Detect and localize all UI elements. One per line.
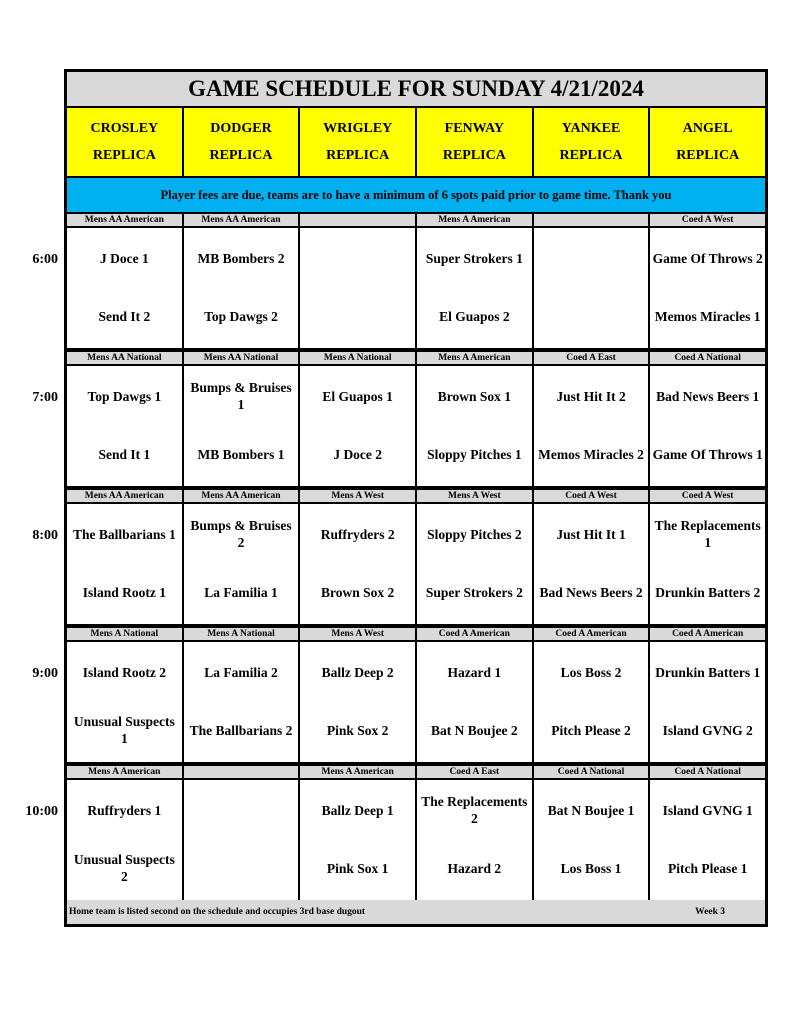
- division-label: Mens A West: [300, 628, 417, 640]
- away-team: The Replacements 2: [421, 794, 528, 826]
- time-label: 9:00: [32, 666, 58, 681]
- division-row: [67, 628, 765, 642]
- game-cell: [534, 504, 651, 624]
- footer-note: Home team is listed second on the schedule and occupies 3rd base dugout: [69, 907, 366, 917]
- games-row: [67, 366, 765, 490]
- field-sub: REPLICA: [559, 148, 623, 163]
- away-team: Ruffryders 1: [87, 802, 162, 818]
- division-label: Mens A American: [417, 352, 534, 364]
- away-team: Bumps & Bruises 2: [190, 518, 292, 550]
- schedule-footer: [67, 900, 765, 924]
- home-team: Bad News Beers 2: [539, 584, 643, 600]
- home-team: Game Of Throws 1: [652, 446, 763, 462]
- away-team: Bumps & Bruises 1: [190, 380, 292, 412]
- away-team: La Familia 2: [204, 664, 278, 680]
- game-cell: [534, 228, 651, 348]
- field-sub: REPLICA: [209, 148, 273, 163]
- game-cell: [184, 366, 301, 486]
- field-sub: REPLICA: [442, 148, 506, 163]
- field-name: ANGEL: [682, 121, 733, 136]
- games-row: [67, 228, 765, 352]
- away-team: Island Rootz 2: [82, 664, 166, 680]
- home-team: Send It 2: [98, 308, 151, 324]
- home-team: Pink Sox 2: [326, 722, 389, 738]
- game-cell: [184, 504, 301, 624]
- division-label: Coed A American: [534, 628, 651, 640]
- away-team: Island GVNG 1: [662, 802, 753, 818]
- game-cell: [67, 504, 184, 624]
- field-header: [650, 108, 765, 176]
- division-label: Mens AA American: [184, 214, 301, 226]
- game-cell: [67, 642, 184, 762]
- game-cell: [650, 642, 765, 762]
- home-team: Los Boss 1: [560, 860, 622, 876]
- home-team: Send It 1: [98, 446, 151, 462]
- home-team: Bat N Boujee 2: [431, 722, 518, 738]
- away-team: Just Hit It 1: [556, 526, 626, 542]
- field-name: DODGER: [210, 121, 272, 136]
- home-team: MB Bombers 1: [197, 446, 285, 462]
- home-team: J Doce 2: [333, 446, 383, 462]
- away-team: Ballz Deep 2: [321, 664, 394, 680]
- away-team: [186, 788, 297, 832]
- home-team: Unusual Suspects 2: [73, 852, 175, 884]
- division-label: Mens AA National: [67, 352, 184, 364]
- home-team: Super Strokers 2: [425, 584, 523, 600]
- game-cell: [534, 780, 651, 900]
- away-team: Los Boss 2: [560, 664, 622, 680]
- time-label: 6:00: [32, 252, 58, 267]
- field-sub: REPLICA: [92, 148, 156, 163]
- home-team: Unusual Suspects 1: [73, 714, 175, 746]
- field-name: FENWAY: [444, 121, 505, 136]
- division-label: Coed A National: [534, 766, 651, 778]
- field-header-row: [67, 108, 765, 178]
- home-team: Memos Miracles 2: [538, 446, 644, 462]
- game-cell: [300, 366, 417, 486]
- home-team: Hazard 2: [447, 860, 502, 876]
- game-cell: [300, 228, 417, 348]
- home-team: [302, 294, 413, 338]
- schedule-sheet: [64, 69, 768, 927]
- away-team: Brown Sox 1: [437, 388, 511, 404]
- field-header: [417, 108, 534, 176]
- schedule-title: GAME SCHEDULE FOR SUNDAY 4/21/2024: [67, 72, 765, 108]
- division-label: Mens A American: [300, 766, 417, 778]
- division-label: Mens A National: [184, 628, 301, 640]
- away-team: Drunkin Batters 1: [655, 664, 761, 680]
- field-header: [67, 108, 184, 176]
- game-cell: [67, 228, 184, 348]
- division-row: [67, 352, 765, 366]
- game-cell: [184, 642, 301, 762]
- away-team: Top Dawgs 1: [87, 388, 162, 404]
- home-team: Memos Miracles 1: [654, 308, 761, 324]
- games-row: [67, 780, 765, 904]
- game-cell: [650, 504, 765, 624]
- division-label: Mens A West: [417, 490, 534, 502]
- away-team: J Doce 1: [99, 250, 149, 266]
- field-name: CROSLEY: [90, 121, 159, 136]
- away-team: Ballz Deep 1: [321, 802, 394, 818]
- home-team: Top Dawgs 2: [204, 308, 278, 324]
- game-cell: [650, 366, 765, 486]
- home-team: [186, 846, 297, 890]
- division-row: [67, 766, 765, 780]
- home-team: Sloppy Pitches 1: [427, 446, 522, 462]
- game-cell: [184, 228, 301, 348]
- field-sub: REPLICA: [676, 148, 740, 163]
- field-header: [300, 108, 417, 176]
- time-label: 10:00: [25, 804, 58, 819]
- home-team: Island Rootz 1: [82, 584, 166, 600]
- away-team: Super Strokers 1: [425, 250, 523, 266]
- field-name: WRIGLEY: [323, 121, 393, 136]
- away-team: MB Bombers 2: [197, 250, 285, 266]
- away-team: Bad News Beers 1: [656, 388, 760, 404]
- games-row: [67, 504, 765, 628]
- division-label: Coed A National: [674, 767, 741, 777]
- game-cell: [417, 504, 534, 624]
- game-cell: [184, 780, 301, 900]
- division-label: Coed A West: [681, 215, 734, 225]
- away-team: El Guapos 1: [322, 388, 393, 404]
- away-team: Ruffryders 2: [320, 526, 395, 542]
- division-label: Coed A West: [681, 491, 734, 501]
- game-cell: [300, 780, 417, 900]
- division-label: Mens AA American: [67, 214, 184, 226]
- game-cell: [417, 780, 534, 900]
- away-team: Hazard 1: [447, 664, 502, 680]
- away-team: Bat N Boujee 1: [547, 802, 635, 818]
- game-cell: [300, 642, 417, 762]
- field-sub: REPLICA: [326, 148, 390, 163]
- home-team: Pitch Please 2: [551, 722, 631, 738]
- game-cell: [534, 642, 651, 762]
- game-cell: [67, 780, 184, 900]
- away-team: Just Hit It 2: [556, 388, 626, 404]
- home-team: Brown Sox 2: [321, 584, 395, 600]
- division-label: Mens AA American: [184, 490, 301, 502]
- home-team: Island GVNG 2: [662, 722, 753, 738]
- division-label: Mens AA American: [67, 490, 184, 502]
- division-label: [534, 214, 651, 226]
- game-cell: [67, 366, 184, 486]
- division-label: Mens AA National: [184, 352, 301, 364]
- away-team: The Replacements 1: [654, 518, 761, 550]
- field-name: YANKEE: [561, 121, 621, 136]
- field-header: [534, 108, 651, 176]
- game-cell: [650, 228, 765, 348]
- home-team: Drunkin Batters 2: [655, 584, 761, 600]
- game-cell: [534, 366, 651, 486]
- fee-notice: Player fees are due, teams are to have a minimum of 6 spots paid prior to game time. Thank you: [67, 178, 765, 214]
- division-label: [300, 214, 417, 226]
- division-row: [67, 490, 765, 504]
- away-team: Sloppy Pitches 2: [427, 526, 522, 542]
- division-label: Mens A National: [67, 628, 184, 640]
- field-header: [184, 108, 301, 176]
- division-label: Coed A National: [674, 353, 741, 363]
- division-label: Mens A West: [300, 490, 417, 502]
- division-label: [184, 766, 301, 778]
- division-label: Coed A American: [672, 629, 744, 639]
- game-cell: [417, 228, 534, 348]
- week-label: Week 3: [695, 907, 725, 917]
- away-team: [536, 236, 647, 280]
- division-label: Mens A American: [67, 766, 184, 778]
- division-label: Mens A National: [300, 352, 417, 364]
- division-label: Coed A East: [417, 766, 534, 778]
- away-team: Game Of Throws 2: [652, 250, 763, 266]
- division-label: Mens A American: [417, 214, 534, 226]
- away-team: The Ballbarians 1: [72, 526, 176, 542]
- time-label: 7:00: [32, 390, 58, 405]
- division-row: [67, 214, 765, 228]
- division-label: Coed A East: [534, 352, 651, 364]
- game-cell: [417, 366, 534, 486]
- away-team: [302, 236, 413, 280]
- games-row: [67, 642, 765, 766]
- division-label: Coed A American: [417, 628, 534, 640]
- game-cell: [417, 642, 534, 762]
- game-cell: [300, 504, 417, 624]
- home-team: La Familia 1: [204, 584, 278, 600]
- home-team: Pitch Please 1: [667, 860, 748, 876]
- home-team: Pink Sox 1: [326, 860, 389, 876]
- home-team: [536, 294, 647, 338]
- division-label: Coed A West: [534, 490, 651, 502]
- home-team: El Guapos 2: [439, 308, 510, 324]
- home-team: The Ballbarians 2: [189, 722, 293, 738]
- game-cell: [650, 780, 765, 900]
- time-label: 8:00: [32, 528, 58, 543]
